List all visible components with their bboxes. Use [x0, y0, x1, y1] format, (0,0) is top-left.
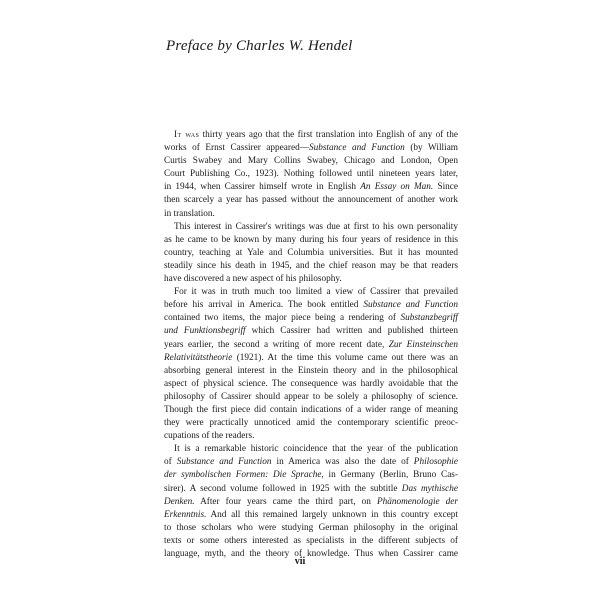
text-run: Substance and Function — [176, 457, 272, 468]
text-run: (by William — [404, 143, 458, 154]
text-run: Court Publishing Co., 1923). Nothing followed until nineteen years later, — [164, 169, 458, 180]
text-run: und Funktionsbegriff — [164, 326, 246, 337]
text-line — [164, 168, 458, 181]
text-run: sirer). A second volume followed in 1925 with the subtitle — [164, 483, 402, 494]
text-line — [164, 325, 458, 338]
text-run: then scarcely a year has passed without the announcement of another work — [164, 195, 458, 206]
text-run: before his arrival in America. The book entitled — [164, 300, 364, 311]
text-line — [164, 365, 458, 378]
text-run: cupations of the readers. — [164, 431, 255, 442]
text-run: in translation. — [164, 208, 215, 219]
text-run: Phänomenologie der — [376, 496, 458, 507]
paragraph — [164, 221, 458, 286]
text-run: philosophy of Cassirer should appear to be solely a philosophy of science. — [164, 391, 458, 402]
text-run: Philosophie — [413, 457, 458, 468]
text-line — [164, 509, 458, 522]
text-line — [164, 456, 458, 469]
text-run: aspect of physical science. The consequence was hardly avoidable that the — [164, 378, 458, 389]
text-line — [164, 352, 458, 365]
text-line — [164, 430, 458, 443]
text-line — [164, 522, 458, 535]
text-run: years earlier, the second a writing of more recent date, — [164, 339, 389, 350]
text-run: contained two items, the major piece being a rendering of — [164, 313, 401, 324]
text-run: to those scholars who were studying German philosophy in the original — [164, 522, 458, 533]
text-run: It is a remarkable historic coincidence that the year of the publication — [174, 444, 458, 455]
text-run: Since — [433, 182, 458, 193]
text-run: Substanzbegriff — [400, 313, 458, 324]
text-line — [164, 260, 458, 273]
text-line — [164, 155, 458, 168]
text-run: country, teaching at Yale and Columbia universities. But it has mounted — [164, 247, 458, 258]
text-line — [164, 181, 458, 194]
text-line — [164, 339, 458, 352]
text-run: steadily since his death in 1945, and the chief reason may be that readers — [164, 260, 458, 271]
text-run: der symbolischen Formen: Die Sprache, — [164, 470, 324, 481]
text-run: Relativitätstheorie — [164, 352, 233, 363]
text-run: thirty years ago that the first translation into English of any of the — [199, 130, 458, 140]
text-run: Substance and Function — [308, 143, 405, 154]
text-run: Das mythische — [401, 483, 458, 494]
text-run: After four years came the third part, on — [194, 496, 377, 507]
text-line — [164, 247, 458, 260]
text-line — [164, 391, 458, 404]
text-line — [164, 208, 458, 221]
text-line — [164, 299, 458, 312]
text-line — [164, 273, 458, 286]
paragraph — [164, 129, 458, 221]
preface-heading: Preface by Charles W. Hendel — [166, 38, 353, 54]
text-run: texts or some others interested as specialists in the different subjects of — [164, 535, 458, 546]
text-run: Substance and Function — [363, 300, 458, 311]
text-run: For it was in truth much too limited a view of Cassirer that prevailed — [174, 287, 458, 298]
text-run: in 1944, when Cassirer himself wrote in English — [164, 182, 361, 193]
text-run: Curtis Swabey and Mary Collins Swabey, Chicago and London, Open — [164, 156, 458, 167]
text-run: Though the first piece did contain indications of a wider range of meaning — [164, 404, 458, 415]
text-run: Erkenntnis. — [164, 509, 207, 520]
text-run: they were practically unnoticed amid the contemporary scientific preoc- — [164, 418, 458, 429]
text-line — [164, 142, 458, 155]
text-run: as he came to be known by many during his four years of residence in this — [164, 234, 458, 245]
paragraph — [164, 286, 458, 443]
text-run: works of Ernst Cassirer appeared— — [164, 143, 309, 154]
text-line — [164, 221, 458, 234]
text-line — [164, 535, 458, 548]
text-run: absorbing general interest in the Einstein theory and in the philosophical — [164, 365, 458, 376]
text-run: have discovered a new aspect of his philosophy. — [164, 274, 342, 285]
text-run: (1921). At the time this volume came out there was an — [232, 352, 458, 363]
text-line — [164, 194, 458, 207]
text-line — [164, 129, 458, 142]
text-run: This interest in Cassirer's writings was due at first to his own personality — [174, 221, 458, 232]
text-run: which Cassirer had written and published thirteen — [245, 326, 458, 337]
text-run: in America was also the date of — [271, 457, 414, 468]
paragraph — [164, 443, 458, 561]
text-run: And all this remained largely unknown in this country except — [206, 509, 458, 520]
text-line — [164, 404, 458, 417]
text-line — [164, 378, 458, 391]
text-line — [164, 286, 458, 299]
text-line — [164, 548, 458, 561]
text-run: in Germany (Berlin, Bruno Cas- — [323, 470, 458, 481]
text-line — [164, 483, 458, 496]
text-line — [164, 417, 458, 430]
text-run: language, myth, and the theory of knowledge. Thus when Cassirer came — [164, 549, 458, 559]
text-line — [164, 234, 458, 247]
preface-body-text — [164, 129, 458, 561]
text-run: Zur Einsteinschen — [388, 339, 458, 350]
text-line — [164, 312, 458, 325]
text-run: It was — [174, 130, 200, 140]
text-run: An Essay on Man. — [360, 182, 434, 193]
text-line — [164, 496, 458, 509]
text-run: of — [164, 457, 177, 468]
text-line — [164, 443, 458, 456]
page-number: vii — [294, 556, 306, 567]
text-run: Denken. — [164, 496, 195, 507]
text-line — [164, 469, 458, 482]
